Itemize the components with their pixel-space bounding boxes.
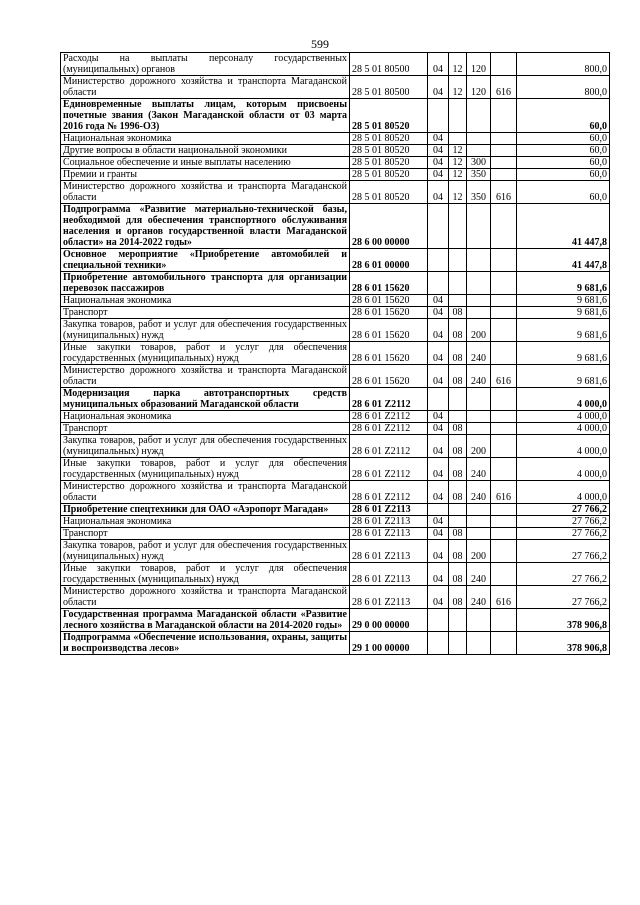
subsection-code-cell: 08: [449, 365, 467, 388]
target-code-cell: 28 6 01 Z2113: [350, 563, 428, 586]
section-code-cell: 04: [428, 481, 449, 504]
expense-type-cell: [467, 516, 491, 528]
department-code-cell: 616: [491, 76, 517, 99]
department-code-cell: [491, 307, 517, 319]
table-row: [61, 481, 610, 504]
expense-type-cell: 240: [467, 586, 491, 609]
expense-type-cell: [467, 411, 491, 423]
section-code-cell: 04: [428, 365, 449, 388]
subsection-code-cell: [449, 272, 467, 295]
expense-name-cell: Закупка товаров, работ и услуг для обеспечения государственных (муниципальных) нужд: [61, 319, 350, 342]
amount-cell: 60,0: [517, 145, 610, 157]
subsection-code-cell: [449, 516, 467, 528]
table-row: [61, 99, 610, 133]
target-code-cell: 28 6 01 15620: [350, 342, 428, 365]
table-row: [61, 586, 610, 609]
section-code-cell: 04: [428, 516, 449, 528]
amount-cell: 27 766,2: [517, 540, 610, 563]
subsection-code-cell: 12: [449, 53, 467, 76]
expense-type-cell: [467, 295, 491, 307]
budget-table: [60, 52, 610, 655]
table-row: [61, 458, 610, 481]
subsection-code-cell: 08: [449, 528, 467, 540]
subsection-code-cell: [449, 632, 467, 655]
expense-name-cell: Премии и гранты: [61, 169, 350, 181]
section-code-cell: [428, 632, 449, 655]
table-row: [61, 563, 610, 586]
expense-name-cell: Национальная экономика: [61, 133, 350, 145]
expense-type-cell: 120: [467, 76, 491, 99]
expense-type-cell: 120: [467, 53, 491, 76]
expense-type-cell: [467, 632, 491, 655]
amount-cell: 27 766,2: [517, 586, 610, 609]
department-code-cell: [491, 504, 517, 516]
expense-name-cell: Единовременные выплаты лицам, которым присвоены почетные звания (Закон Магаданской области от 03 марта 2016 года № 1996-ОЗ): [61, 99, 350, 133]
department-code-cell: [491, 319, 517, 342]
subsection-code-cell: 12: [449, 169, 467, 181]
department-code-cell: [491, 516, 517, 528]
department-code-cell: [491, 388, 517, 411]
section-code-cell: [428, 609, 449, 632]
amount-cell: 9 681,6: [517, 342, 610, 365]
expense-type-cell: 240: [467, 458, 491, 481]
expense-name-cell: Иные закупки товаров, работ и услуг для обеспечения государственных (муниципальных) нужд: [61, 563, 350, 586]
table-row: [61, 609, 610, 632]
department-code-cell: [491, 435, 517, 458]
expense-type-cell: [467, 145, 491, 157]
target-code-cell: 28 6 01 Z2112: [350, 435, 428, 458]
subsection-code-cell: [449, 99, 467, 133]
department-code-cell: [491, 342, 517, 365]
target-code-cell: 28 6 01 Z2113: [350, 528, 428, 540]
table-row: [61, 540, 610, 563]
table-row: [61, 342, 610, 365]
department-code-cell: [491, 157, 517, 169]
target-code-cell: 28 6 01 Z2113: [350, 504, 428, 516]
section-code-cell: 04: [428, 435, 449, 458]
target-code-cell: 28 6 01 Z2113: [350, 540, 428, 563]
target-code-cell: 28 6 01 15620: [350, 319, 428, 342]
department-code-cell: [491, 411, 517, 423]
target-code-cell: 28 6 01 Z2113: [350, 586, 428, 609]
amount-cell: 27 766,2: [517, 563, 610, 586]
section-code-cell: 04: [428, 295, 449, 307]
amount-cell: 4 000,0: [517, 435, 610, 458]
amount-cell: 27 766,2: [517, 528, 610, 540]
expense-type-cell: 200: [467, 319, 491, 342]
department-code-cell: 616: [491, 481, 517, 504]
subsection-code-cell: [449, 249, 467, 272]
amount-cell: 4 000,0: [517, 388, 610, 411]
amount-cell: 60,0: [517, 181, 610, 204]
department-code-cell: [491, 295, 517, 307]
subsection-code-cell: 08: [449, 540, 467, 563]
expense-name-cell: Подпрограмма «Развитие материально-технической базы, необходимой для обеспечения транспортного обслуживания населения и органов государственной власти Магаданской области» на 2014-2022 годы»: [61, 204, 350, 249]
table-row: [61, 145, 610, 157]
table-row: [61, 157, 610, 169]
subsection-code-cell: 12: [449, 145, 467, 157]
expense-name-cell: Транспорт: [61, 528, 350, 540]
subsection-code-cell: [449, 411, 467, 423]
department-code-cell: [491, 632, 517, 655]
table-row: [61, 249, 610, 272]
amount-cell: 9 681,6: [517, 319, 610, 342]
subsection-code-cell: 08: [449, 307, 467, 319]
expense-name-cell: Подпрограмма «Обеспечение использования, охраны, защиты и воспроизводства лесов»: [61, 632, 350, 655]
subsection-code-cell: 08: [449, 481, 467, 504]
table-body: [61, 53, 610, 655]
expense-type-cell: 300: [467, 157, 491, 169]
expense-type-cell: 240: [467, 365, 491, 388]
department-code-cell: [491, 540, 517, 563]
department-code-cell: [491, 609, 517, 632]
table-row: [61, 169, 610, 181]
section-code-cell: [428, 99, 449, 133]
section-code-cell: 04: [428, 528, 449, 540]
subsection-code-cell: [449, 504, 467, 516]
table-row: [61, 133, 610, 145]
amount-cell: 4 000,0: [517, 423, 610, 435]
subsection-code-cell: 08: [449, 423, 467, 435]
table-row: [61, 319, 610, 342]
expense-name-cell: Министерство дорожного хозяйства и транспорта Магаданской области: [61, 76, 350, 99]
expense-name-cell: Министерство дорожного хозяйства и транспорта Магаданской области: [61, 365, 350, 388]
subsection-code-cell: [449, 295, 467, 307]
expense-name-cell: Министерство дорожного хозяйства и транспорта Магаданской области: [61, 481, 350, 504]
subsection-code-cell: [449, 133, 467, 145]
expense-name-cell: Расходы на выплаты персоналу государственных (муниципальных) органов: [61, 53, 350, 76]
table-row: [61, 632, 610, 655]
page-number: 599: [311, 37, 329, 51]
subsection-code-cell: [449, 204, 467, 249]
target-code-cell: 28 6 01 Z2112: [350, 423, 428, 435]
amount-cell: 60,0: [517, 133, 610, 145]
expense-type-cell: [467, 307, 491, 319]
subsection-code-cell: [449, 609, 467, 632]
target-code-cell: 29 1 00 00000: [350, 632, 428, 655]
section-code-cell: 04: [428, 586, 449, 609]
expense-name-cell: Национальная экономика: [61, 411, 350, 423]
subsection-code-cell: 08: [449, 319, 467, 342]
section-code-cell: [428, 388, 449, 411]
expense-type-cell: 200: [467, 435, 491, 458]
table-row: [61, 504, 610, 516]
table-row: [61, 435, 610, 458]
expense-name-cell: Иные закупки товаров, работ и услуг для обеспечения государственных (муниципальных) нужд: [61, 458, 350, 481]
section-code-cell: 04: [428, 563, 449, 586]
section-code-cell: 04: [428, 540, 449, 563]
expense-name-cell: Национальная экономика: [61, 295, 350, 307]
expense-name-cell: Министерство дорожного хозяйства и транспорта Магаданской области: [61, 181, 350, 204]
department-code-cell: [491, 458, 517, 481]
expense-type-cell: [467, 388, 491, 411]
department-code-cell: [491, 53, 517, 76]
section-code-cell: [428, 204, 449, 249]
department-code-cell: 616: [491, 365, 517, 388]
section-code-cell: 04: [428, 411, 449, 423]
expense-type-cell: [467, 99, 491, 133]
expense-name-cell: Приобретение автомобильного транспорта для организации перевозок пассажиров: [61, 272, 350, 295]
subsection-code-cell: 12: [449, 76, 467, 99]
department-code-cell: 616: [491, 586, 517, 609]
table-row: [61, 76, 610, 99]
department-code-cell: [491, 99, 517, 133]
department-code-cell: [491, 133, 517, 145]
section-code-cell: 04: [428, 181, 449, 204]
section-code-cell: 04: [428, 133, 449, 145]
section-code-cell: 04: [428, 307, 449, 319]
target-code-cell: 28 5 01 80520: [350, 99, 428, 133]
amount-cell: 41 447,8: [517, 204, 610, 249]
section-code-cell: 04: [428, 342, 449, 365]
target-code-cell: 28 6 01 Z2112: [350, 388, 428, 411]
subsection-code-cell: 08: [449, 458, 467, 481]
amount-cell: 60,0: [517, 99, 610, 133]
target-code-cell: 28 6 01 15620: [350, 307, 428, 319]
table-row: [61, 411, 610, 423]
department-code-cell: [491, 528, 517, 540]
table-row: [61, 516, 610, 528]
target-code-cell: 28 5 01 80520: [350, 145, 428, 157]
amount-cell: 9 681,6: [517, 295, 610, 307]
amount-cell: 4 000,0: [517, 411, 610, 423]
expense-type-cell: 240: [467, 342, 491, 365]
target-code-cell: 28 6 00 00000: [350, 204, 428, 249]
amount-cell: 9 681,6: [517, 365, 610, 388]
amount-cell: 27 766,2: [517, 516, 610, 528]
section-code-cell: 04: [428, 319, 449, 342]
amount-cell: 9 681,6: [517, 307, 610, 319]
expense-name-cell: Закупка товаров, работ и услуг для обеспечения государственных (муниципальных) нужд: [61, 435, 350, 458]
section-code-cell: [428, 504, 449, 516]
department-code-cell: 616: [491, 181, 517, 204]
expense-name-cell: Социальное обеспечение и иные выплаты населению: [61, 157, 350, 169]
expense-name-cell: Национальная экономика: [61, 516, 350, 528]
target-code-cell: 28 5 01 80520: [350, 181, 428, 204]
table-row: [61, 365, 610, 388]
section-code-cell: 04: [428, 169, 449, 181]
expense-type-cell: [467, 133, 491, 145]
target-code-cell: 28 6 01 00000: [350, 249, 428, 272]
expense-name-cell: Другие вопросы в области национальной экономики: [61, 145, 350, 157]
amount-cell: 800,0: [517, 53, 610, 76]
target-code-cell: 28 6 01 Z2112: [350, 481, 428, 504]
expense-name-cell: Иные закупки товаров, работ и услуг для обеспечения государственных (муниципальных) нужд: [61, 342, 350, 365]
subsection-code-cell: 12: [449, 157, 467, 169]
target-code-cell: 28 5 01 80500: [350, 53, 428, 76]
amount-cell: 800,0: [517, 76, 610, 99]
amount-cell: 378 906,8: [517, 609, 610, 632]
table-row: [61, 204, 610, 249]
target-code-cell: 28 5 01 80500: [350, 76, 428, 99]
target-code-cell: 28 5 01 80520: [350, 133, 428, 145]
section-code-cell: [428, 249, 449, 272]
expense-type-cell: [467, 204, 491, 249]
department-code-cell: [491, 145, 517, 157]
table-row: [61, 388, 610, 411]
amount-cell: 60,0: [517, 169, 610, 181]
target-code-cell: 28 6 01 Z2112: [350, 411, 428, 423]
target-code-cell: 28 5 01 80520: [350, 157, 428, 169]
expense-name-cell: Основное мероприятие «Приобретение автомобилей и специальной техники»: [61, 249, 350, 272]
expense-type-cell: [467, 504, 491, 516]
subsection-code-cell: 08: [449, 342, 467, 365]
expense-type-cell: [467, 423, 491, 435]
expense-type-cell: 240: [467, 481, 491, 504]
amount-cell: 4 000,0: [517, 481, 610, 504]
expense-name-cell: Приобретение спецтехники для ОАО «Аэропорт Магадан»: [61, 504, 350, 516]
department-code-cell: [491, 169, 517, 181]
table-row: [61, 295, 610, 307]
section-code-cell: 04: [428, 423, 449, 435]
expense-type-cell: [467, 609, 491, 632]
expense-name-cell: Министерство дорожного хозяйства и транспорта Магаданской области: [61, 586, 350, 609]
expense-type-cell: 350: [467, 181, 491, 204]
expense-type-cell: 240: [467, 563, 491, 586]
amount-cell: 41 447,8: [517, 249, 610, 272]
amount-cell: 9 681,6: [517, 272, 610, 295]
expense-name-cell: Государственная программа Магаданской области «Развитие лесного хозяйства в Магаданской области на 2014-2020 годы»: [61, 609, 350, 632]
subsection-code-cell: 12: [449, 181, 467, 204]
department-code-cell: [491, 563, 517, 586]
table-row: [61, 528, 610, 540]
expense-type-cell: [467, 249, 491, 272]
expense-name-cell: Транспорт: [61, 423, 350, 435]
department-code-cell: [491, 204, 517, 249]
expense-name-cell: Закупка товаров, работ и услуг для обеспечения государственных (муниципальных) нужд: [61, 540, 350, 563]
table-row: [61, 307, 610, 319]
target-code-cell: 28 5 01 80520: [350, 169, 428, 181]
department-code-cell: [491, 249, 517, 272]
section-code-cell: 04: [428, 145, 449, 157]
section-code-cell: 04: [428, 53, 449, 76]
expense-name-cell: Модернизация парка автотранспортных средств муниципальных образований Магаданской области: [61, 388, 350, 411]
expense-type-cell: 200: [467, 540, 491, 563]
expense-name-cell: Транспорт: [61, 307, 350, 319]
section-code-cell: 04: [428, 76, 449, 99]
subsection-code-cell: 08: [449, 586, 467, 609]
amount-cell: 378 906,8: [517, 632, 610, 655]
table-row: [61, 272, 610, 295]
department-code-cell: [491, 272, 517, 295]
expense-type-cell: [467, 272, 491, 295]
section-code-cell: 04: [428, 458, 449, 481]
department-code-cell: [491, 423, 517, 435]
subsection-code-cell: 08: [449, 563, 467, 586]
table-row: [61, 181, 610, 204]
target-code-cell: 28 6 01 15620: [350, 365, 428, 388]
expense-type-cell: [467, 528, 491, 540]
table-row: [61, 423, 610, 435]
section-code-cell: 04: [428, 157, 449, 169]
target-code-cell: 28 6 01 Z2113: [350, 516, 428, 528]
target-code-cell: 28 6 01 15620: [350, 295, 428, 307]
table-row: [61, 53, 610, 76]
subsection-code-cell: [449, 388, 467, 411]
target-code-cell: 29 0 00 00000: [350, 609, 428, 632]
amount-cell: 60,0: [517, 157, 610, 169]
expense-type-cell: 350: [467, 169, 491, 181]
target-code-cell: 28 6 01 15620: [350, 272, 428, 295]
amount-cell: 4 000,0: [517, 458, 610, 481]
amount-cell: 27 766,2: [517, 504, 610, 516]
section-code-cell: [428, 272, 449, 295]
target-code-cell: 28 6 01 Z2112: [350, 458, 428, 481]
subsection-code-cell: 08: [449, 435, 467, 458]
